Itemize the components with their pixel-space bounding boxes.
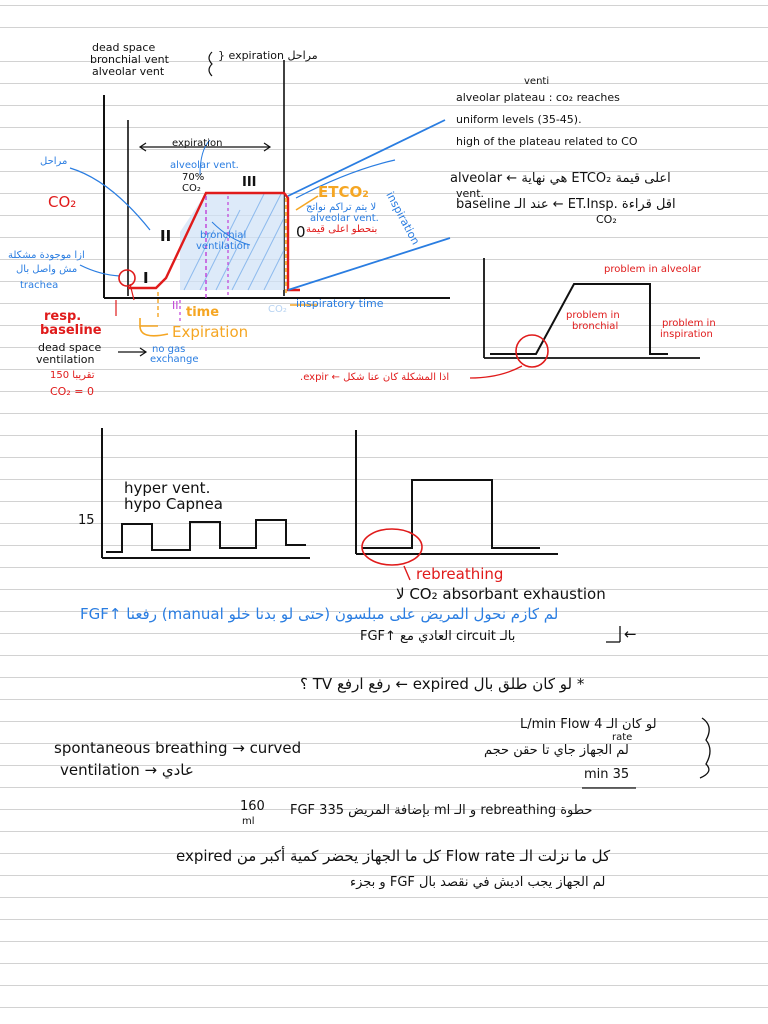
trachea-arabic-2: مش واصل بال [16,264,78,275]
absorbant-exhaustion-label: لا CO₂ absorbant exhaustion [396,585,606,603]
flow-note-2: لم الجهاز جاي تا حقن حجم [484,743,629,758]
problem-inspiration-label-1: problem in [662,318,716,329]
co2-zero-label: CO₂ = 0 [50,385,94,398]
percent-70-label: 70% [182,172,205,183]
ventilation-note: ventilation → عادي [60,761,194,779]
min-35-note: min 35 [584,767,630,782]
problem-alveolar-label: problem in alveolar [604,264,701,275]
baseline-label: baseline [40,323,102,338]
notes-line-3: * لو كان طلق بال expired ← رفع ارفع TV ؟ [300,675,585,693]
co2-under-note: CO₂ [596,213,617,226]
vent-word: vent. [456,187,485,200]
ventilation-annotation: ventilation [196,241,250,252]
expiration-span-label: expiration [172,138,223,149]
notes-line-1: لم كازم نحول المريض على مبلسون (حتى لو بدنا خلو manual) رفعنا ↑FGF [80,605,559,623]
co2-axis-label: CO₂ [48,193,77,211]
venti-label: venti [524,76,550,87]
expiratory-problem-note: اذا المشكلة كان عنا شكل ← expir. [300,372,450,383]
phase-1-label: I [143,269,149,287]
bronchial-vent-label: bronchial vent [90,53,169,66]
co2-faint-label: CO₂ [268,304,287,315]
etco2-label: ETCO₂ [318,183,369,201]
value-160-label: 160 [240,799,265,814]
plateau-height-note: high of the plateau related to CO [456,135,638,148]
alveolar-arabic-2: alveolar vent. [310,213,379,224]
trachea-arabic-1: ازا موجودة مشكلة [8,250,85,261]
co2-small-label: CO₂ [182,183,201,194]
approx-150-label: تقريبا 150 [50,370,95,381]
expired-flow-note: كل ما نزلت الـ Flow rate كل ما الجهاز يحضر كمية أكبر من expired [176,847,611,865]
alveolar-vent-label: alveolar vent [92,65,165,78]
notes-line-2-arrow: ← [624,625,637,643]
phase-3-label: III [242,175,257,190]
alveolar-arabic-1: لا يتم تراكم نواتج [306,202,377,213]
phases-arabic-label: مراحل [40,156,68,167]
trachea-label: trachea [20,280,59,291]
baseline-etinsp-note: baseline عند الـ ← ET.Insp. اقل قراءة [456,197,676,212]
uniform-levels-note: uniform levels (35-45). [456,113,582,126]
inspiration-label: inspiration [383,189,423,247]
phase-0-label: 0 [296,223,306,241]
phase-2-label: II [160,227,172,245]
problem-inspiration-label-2: inspiration [660,329,713,340]
inspiratory-time-label: inspiratory time [296,297,384,310]
problem-bronchial-label-2: bronchial [572,321,619,332]
capnogram-rebreathing [356,430,558,580]
value-15-label: 15 [78,513,95,528]
phase-2-small-label: II [172,299,179,312]
alveolar-vent-annotation: alveolar vent. [170,160,239,171]
rebreathing-volume-note: FGF بإضافة المريض 335 ml و الـ rebreathing حطوة [290,803,593,818]
no-gas-label-1: no gas [152,344,186,355]
expiration-phases-label: } expiration مراحل [218,49,318,62]
hypocapnea-label: hypo Capnea [124,495,223,513]
flow-note-1: لو كان الـ 4 L/min Flow [520,717,657,732]
dead-space-vent-2: ventilation [36,353,95,366]
ml-label: ml [242,816,255,827]
bronchial-annotation: bronchial [200,230,247,241]
hypervent-label: hyper vent. [124,479,211,497]
dead-space-vent-1: dead space [38,341,102,354]
spontaneous-breathing-note: spontaneous breathing → curved [54,739,302,757]
last-line-note: لم الجهاز يجب اديش في نقصد بال FGF و بجزء [350,875,606,890]
notes-line-2: بالـ circuit العادي مع ↑FGF [360,629,516,644]
rebreathing-label: rebreathing [416,565,504,583]
alveolar-arabic-3: بنحطو اعلى قيمة [306,224,378,235]
alveolar-plateau-note: alveolar plateau : co₂ reaches [456,91,620,104]
problem-bronchial-label-1: problem in [566,310,620,321]
dead-space-label: dead space [92,41,156,54]
time-label: time [186,305,220,320]
resp-label: resp. [44,309,82,324]
expiration-orange-label: Expiration [172,323,249,341]
no-gas-label-2: exchange [150,354,199,365]
flow-rate-word: rate [612,732,633,743]
alveolar-etco2-note: alveolar ← هي نهاية ETCO₂ اعلى قيمة [450,171,671,186]
